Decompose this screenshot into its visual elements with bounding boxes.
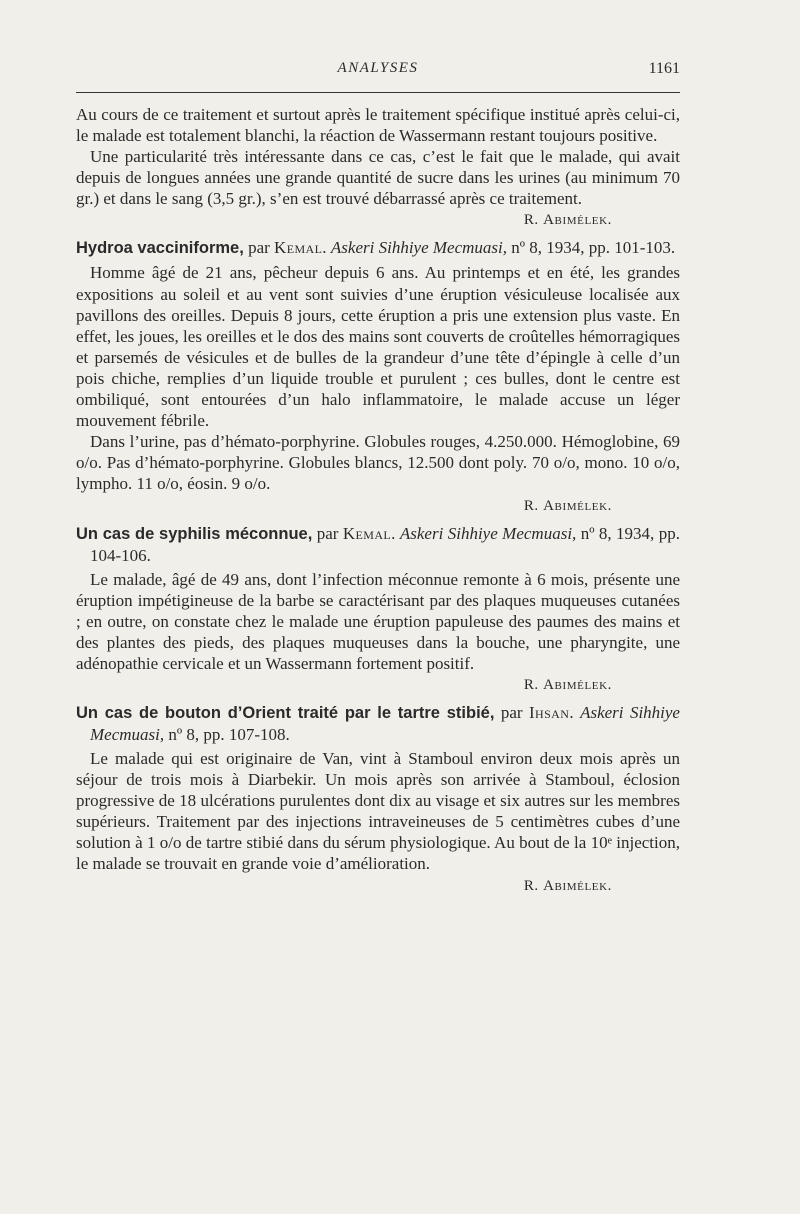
header-rule [76,92,680,93]
entry-body: Dans l’urine, pas d’hémato-porphyrine. Globules rouges, 4.250.000. Hémoglobine, 69 o/o. Pas d’hémato-porphyrine. Globules blancs, 12.500 dont poly. 70 o/o, mono. 10 o/o, lympho. 11 o/o, éosin. 9 o/o. [76,432,680,494]
page-number: 1161 [648,60,680,77]
signature [76,210,680,231]
signature-initial: R. [523,212,544,229]
entry-heading [76,237,680,259]
abstract-entry [76,702,680,897]
entry-journal: Askeri Sihhiye Mecmuasi, [395,523,577,543]
entry-body: Le malade, âgé de 49 ans, dont l’infection méconnue remonte à 6 mois, présente une éruption impétigineuse de la barbe se caractérisant par des plaques muqueuses cutanées ; en outre, on constate chez le malade une éruption papuleuse des paumes des mains et des plantes des pieds, des plaques muqueuses dans la bouche, une pharyngite, une adénopathie cervicale et un Wassermann fortement positif. [76,569,680,673]
entry-author: Kemal. [342,523,396,543]
signature-name: Abimélek. [543,676,612,693]
entry-author: Ihsan. [528,702,574,722]
signature-name: Abimélek. [543,877,612,894]
entry-title: Hydroa vacciniforme, [76,239,244,258]
intro-paragraph: Au cours de ce traitement et surtout après le traitement spécifique institué après celui-ci, le malade est totalement blanchi, la réaction de Wassermann restant toujours positive. [76,105,680,146]
signature [76,496,680,517]
signature-initial: R. [523,497,544,514]
entry-body: Homme âgé de 21 ans, pêcheur depuis 6 ans. Au printemps et en été, les grandes expositions au soleil et au vent sont suivies d’une éruption vésiculeuse localisée aux pavillons des oreilles. Depuis 8 jours, cette éruption a pris une extension plus vaste. En effet, les joues, les oreilles et le dos des mains sont couverts de croûtelles hémorragiques et parsemés de vésicules et de bulles de la grandeur d’une tête d’épingle à celle d’un pois chiche, remplies d’un liquide trouble et purulent ; ces bulles, dont le centre est ombiliqué, sont entourées d’un halo inflammatoire, le malade accuse un léger mouvement fébrile. [76,263,680,431]
entry-title: Un cas de syphilis méconnue, [76,524,313,543]
entry-title: Un cas de bouton d’Orient traité par le tartre stibié, [76,703,495,722]
entry-reference: nº 8, 1934, pp. 104-106. [90,523,680,565]
entry-heading [76,702,680,745]
signature-name: Abimélek. [543,497,612,514]
entry-journal: Askeri Sihhiye Mecmuasi, [90,702,680,744]
entry-body: Le malade qui est originaire de Van, vint à Stamboul environ deux mois après un séjour de trois mois à Diarbekir. Un mois après son arrivée à Stamboul, éclosion progressive de 18 ulcérations purulentes dont dix au visage et six autres sur les membres supérieurs. Traitement par des injections intraveineuses de 5 centimètres cubes d’une solution à 1 o/o de tartre stibié dans du sérum physiologique. Au bout de la 10ᵉ injection, le malade se trouvait en grande voie d’amélioration. [76,748,680,874]
signature-initial: R. [523,676,544,693]
entry-journal: Askeri Sihhiye Mecmuasi, [326,238,507,258]
entry-heading [76,523,680,566]
entry-by: par [243,238,275,258]
signature [76,876,680,897]
abstract-entry [76,237,680,516]
running-header [76,60,680,82]
page-body [76,104,680,901]
signature [76,675,680,696]
entry-author: Kemal. [274,238,327,258]
entry-by: par [312,523,343,543]
signature-initial: R. [523,877,544,894]
entry-reference: nº 8, pp. 107-108. [164,724,290,744]
abstract-entry [76,523,680,696]
section-title: ANALYSES [337,60,419,76]
entry-reference: nº 8, 1934, pp. 101-103. [507,238,676,258]
entry-by: par [494,702,529,722]
intro-paragraph: Une particularité très intéressante dans ce cas, c’est le fait que le malade, qui avait depuis de longues années une grande quantité de sucre dans les urines (au minimum 70 gr.) et dans le sang (3,5 gr.), s’en est trouvé débarrassé après ce traitement. [76,147,680,209]
signature-name: Abimélek. [543,212,612,229]
